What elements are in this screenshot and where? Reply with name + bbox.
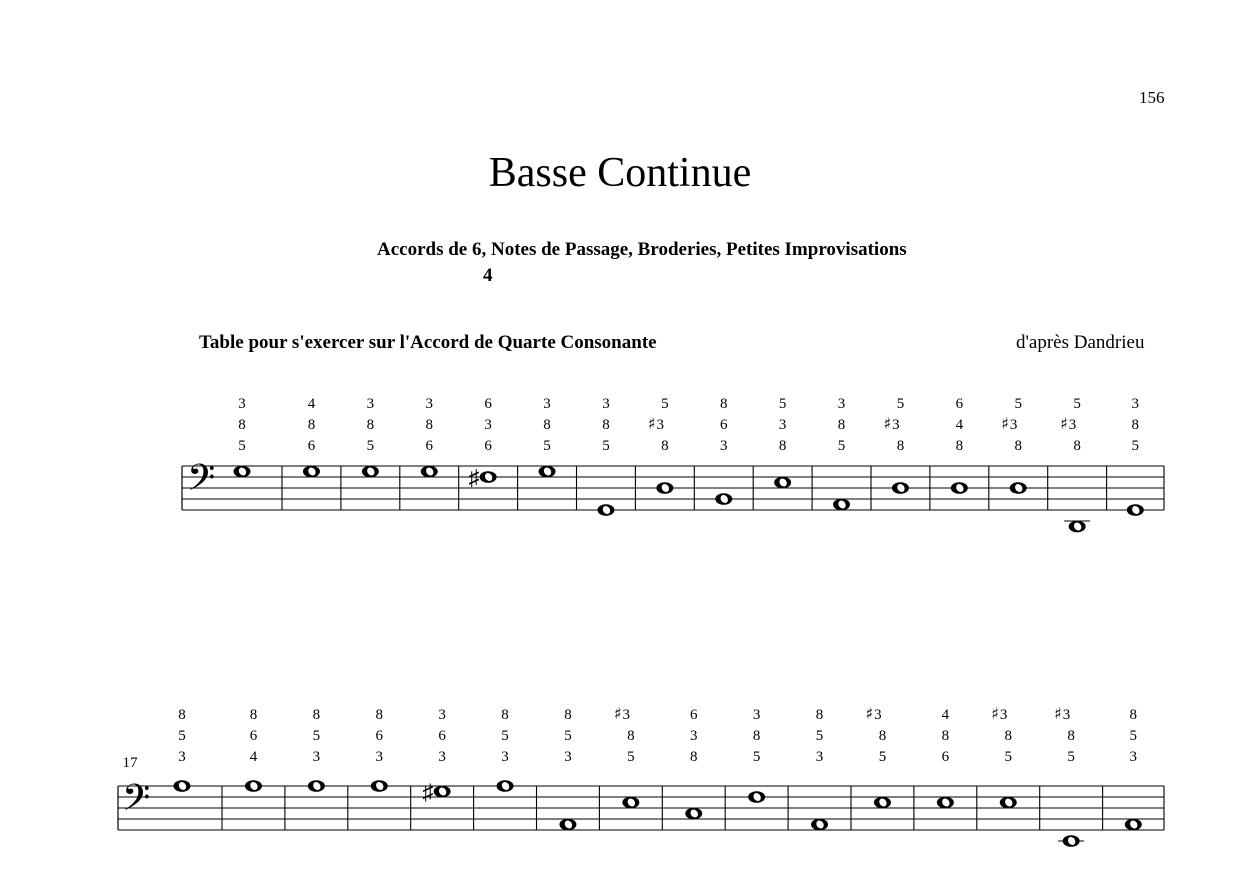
- figure-number: 3: [178, 749, 186, 765]
- whole-note: [1010, 482, 1027, 494]
- figure-number: 5: [627, 749, 635, 765]
- figure-number: 5: [312, 728, 321, 744]
- whole-note: [421, 466, 438, 478]
- figure-number: 3: [837, 396, 846, 412]
- figure-number: ♯3: [1001, 414, 1018, 433]
- page-title: Basse Continue: [488, 150, 752, 196]
- figure-number: 5: [1067, 749, 1075, 765]
- figure-number: ♯3: [883, 414, 900, 433]
- whole-note: [685, 808, 702, 820]
- figure-number: 6: [484, 438, 492, 454]
- whole-note: [174, 780, 191, 792]
- whole-note: [497, 780, 514, 792]
- figure-number: 6: [484, 396, 492, 412]
- figure-number: 5: [564, 728, 572, 744]
- figure-number: 8: [1004, 728, 1012, 744]
- whole-note: [1069, 521, 1086, 533]
- figure-number: 8: [366, 417, 375, 433]
- figure-number: 5: [1004, 749, 1012, 765]
- figure-number: ♯3: [865, 704, 882, 723]
- figure-number: 8: [955, 438, 964, 454]
- figure-number: 8: [778, 438, 787, 454]
- figure-number: 6: [941, 749, 950, 765]
- figure-number: 8: [1073, 438, 1081, 454]
- figure-number: 8: [178, 707, 186, 723]
- whole-note: [622, 797, 639, 809]
- figure-number: 8: [1129, 707, 1138, 723]
- whole-note: [1127, 504, 1144, 516]
- figure-number: 6: [720, 417, 728, 433]
- measure-number: 17: [122, 755, 138, 771]
- figure-number: ♯3: [613, 704, 630, 723]
- figure-number: 8: [627, 728, 635, 744]
- figure-number: ♯3: [1054, 704, 1071, 723]
- figure-number: 3: [438, 749, 446, 765]
- whole-note: [656, 482, 673, 494]
- table-heading: Table pour s'exercer sur l'Accord de Quarte Consonante: [199, 332, 657, 353]
- whole-note: [234, 466, 251, 478]
- figure-number: 6: [690, 707, 698, 723]
- figure-number: 5: [837, 438, 846, 454]
- figure-number: 5: [602, 438, 610, 454]
- figure-number: 5: [1131, 438, 1140, 454]
- figure-number: 5: [661, 396, 669, 412]
- figure-number: 8: [602, 417, 610, 433]
- figure-number: 8: [837, 417, 846, 433]
- figure-number: 3: [564, 749, 572, 765]
- whole-note: [371, 780, 388, 792]
- figure-number: 6: [307, 438, 316, 454]
- figure-number: ♯3: [1060, 414, 1077, 433]
- whole-note: [434, 786, 451, 798]
- whole-note: [937, 797, 954, 809]
- figure-number: 8: [1131, 417, 1140, 433]
- figure-number: 3: [815, 749, 824, 765]
- whole-note: [308, 780, 325, 792]
- figure-number: 6: [438, 728, 446, 744]
- figure-number: 8: [720, 396, 728, 412]
- figure-number: 6: [955, 396, 964, 412]
- bass-clef-icon: 𝄢: [187, 458, 216, 507]
- figure-number: 3: [778, 417, 787, 433]
- figure-number: 5: [238, 438, 246, 454]
- figure-number: 4: [955, 417, 964, 433]
- figure-number: 5: [1129, 728, 1138, 744]
- figure-number: 6: [425, 438, 433, 454]
- figure-number: 5: [878, 749, 887, 765]
- sharp-icon: ♯: [468, 465, 480, 490]
- subtitle-figure: 4: [483, 265, 493, 286]
- figure-number: 4: [941, 707, 950, 723]
- figure-number: 3: [1131, 396, 1140, 412]
- whole-note: [951, 482, 968, 494]
- figure-number: 5: [752, 749, 761, 765]
- figure-number: 6: [249, 728, 258, 744]
- whole-note: [715, 493, 732, 505]
- figure-number: 4: [307, 396, 316, 412]
- figure-number: 5: [543, 438, 551, 454]
- whole-note: [559, 819, 576, 831]
- subtitle: Accords de 6, Notes de Passage, Broderies, Petites Improvisations: [377, 239, 907, 260]
- figure-number: 8: [564, 707, 572, 723]
- figure-number: 8: [501, 707, 509, 723]
- figure-number: 3: [238, 396, 246, 412]
- whole-note: [245, 780, 262, 792]
- figure-number: ♯3: [647, 414, 664, 433]
- whole-note: [811, 819, 828, 831]
- whole-note: [303, 466, 320, 478]
- figure-number: 5: [778, 396, 787, 412]
- figure-number: 8: [661, 438, 669, 454]
- figure-number: 8: [690, 749, 698, 765]
- figure-number: 3: [425, 396, 433, 412]
- whole-note: [892, 482, 909, 494]
- figure-number: 6: [375, 728, 383, 744]
- figure-number: 8: [307, 417, 316, 433]
- figure-number: 3: [501, 749, 509, 765]
- figure-number: 5: [1014, 396, 1022, 412]
- whole-note: [597, 504, 614, 516]
- figure-number: 8: [896, 438, 905, 454]
- figure-number: 8: [249, 707, 258, 723]
- figure-number: 3: [484, 417, 492, 433]
- figure-number: 5: [178, 728, 186, 744]
- figure-number: 8: [1014, 438, 1022, 454]
- figure-number: 3: [602, 396, 610, 412]
- sharp-icon: ♯: [422, 779, 434, 805]
- figure-number: 8: [375, 707, 383, 723]
- figure-number: 5: [366, 438, 375, 454]
- figure-number: 3: [366, 396, 375, 412]
- figure-number: 4: [249, 749, 258, 765]
- figure-number: 8: [941, 728, 950, 744]
- whole-note: [874, 797, 891, 809]
- figure-number: 5: [501, 728, 509, 744]
- figure-number: 8: [815, 707, 824, 723]
- figure-number: 8: [312, 707, 321, 723]
- figure-number: 8: [1067, 728, 1075, 744]
- figure-number: 8: [543, 417, 551, 433]
- composer: d'après Dandrieu: [1016, 332, 1145, 353]
- whole-note: [1125, 819, 1142, 831]
- bass-clef-icon: 𝄢: [122, 778, 151, 827]
- whole-note: [774, 477, 791, 489]
- music-system-2: [0, 700, 1240, 877]
- figure-number: 5: [896, 396, 905, 412]
- figure-number: 8: [752, 728, 761, 744]
- figure-number: 5: [1073, 396, 1081, 412]
- figure-number: 8: [238, 417, 246, 433]
- figure-number: ♯3: [991, 704, 1008, 723]
- figure-number: 3: [375, 749, 383, 765]
- whole-note: [480, 471, 497, 483]
- whole-note: [539, 466, 556, 478]
- figure-number: 3: [752, 707, 761, 723]
- music-system-1: [0, 380, 1240, 550]
- whole-note: [833, 499, 850, 511]
- figure-number: 3: [720, 438, 728, 454]
- whole-note: [1000, 797, 1017, 809]
- whole-note: [362, 466, 379, 478]
- figure-number: 8: [425, 417, 433, 433]
- figure-number: 3: [438, 707, 446, 723]
- whole-note: [1063, 835, 1080, 847]
- page-number: 156: [1139, 88, 1165, 107]
- figure-number: 8: [878, 728, 887, 744]
- figure-number: 3: [690, 728, 698, 744]
- figure-number: 3: [1129, 749, 1138, 765]
- whole-note: [748, 791, 765, 803]
- figure-number: 5: [815, 728, 824, 744]
- figure-number: 3: [312, 749, 321, 765]
- figure-number: 3: [543, 396, 551, 412]
